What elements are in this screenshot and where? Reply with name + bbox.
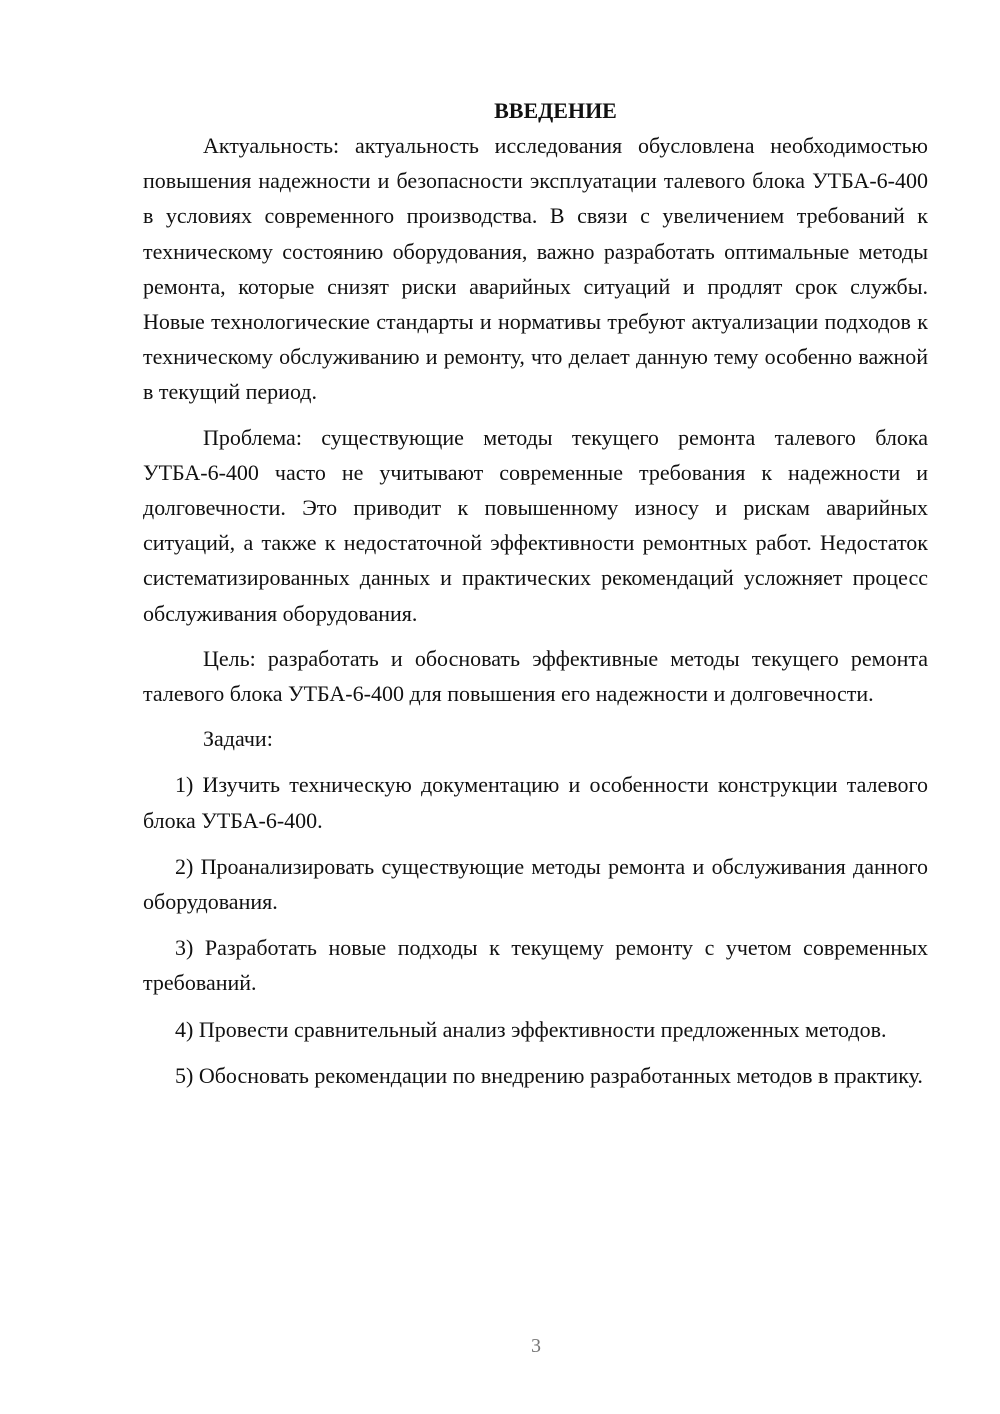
- page-number: 3: [531, 1335, 541, 1357]
- section-heading: ВВЕДЕНИЕ: [494, 98, 617, 123]
- paragraph-problem: Проблема: существующие методы текущего ремонта талевого блока УТБА-6-400 часто не учитывают современные требования к надежности и долговечности. Это приводит к повышенному износу и рискам аварийных ситуаций, а также к недостаточной эффективности ремонтных работ. Недостаток систематизированных данных и практических рекомендаций усложняет процесс обслуживания оборудования.: [143, 424, 928, 626]
- tasks-label: Задачи:: [203, 726, 273, 752]
- page-content: [143, 93, 928, 1093]
- paragraph-relevance: Актуальность: актуальность исследования обусловлена необходимостью повышения надежности и безопасности эксплуатации талевого блока УТБА-6-400 в условиях современного производства. В связи с увеличением требований к техническому состоянию оборудования, важно разработать оптимальные методы ремонта, которые снизят риски аварийных ситуаций и продлят срок службы. Новые технологические стандарты и нормативы требуют актуализации подходов к техническому обслуживанию и ремонту, что делает данную тему особенно важной в текущий период.: [143, 133, 928, 405]
- task-item-5: 5) Обосновать рекомендации по внедрению разработанных методов в практику.: [175, 1062, 923, 1088]
- paragraph-goal: Цель: разработать и обосновать эффективные методы текущего ремонта талевого блока УТБА-6-400 для повышения его надежности и долговечности.: [143, 645, 928, 707]
- task-item-1: 1) Изучить техническую документацию и особенности конструкции талевого блока УТБА-6-400.: [143, 772, 928, 833]
- task-item-2: 2) Проанализировать существующие методы ремонта и обслуживания данного оборудования.: [143, 853, 928, 915]
- task-item-4: 4) Провести сравнительный анализ эффективности предложенных методов.: [175, 1016, 887, 1042]
- task-item-3: 3) Разработать новые подходы к текущему ремонту с учетом современных требований.: [143, 935, 928, 996]
